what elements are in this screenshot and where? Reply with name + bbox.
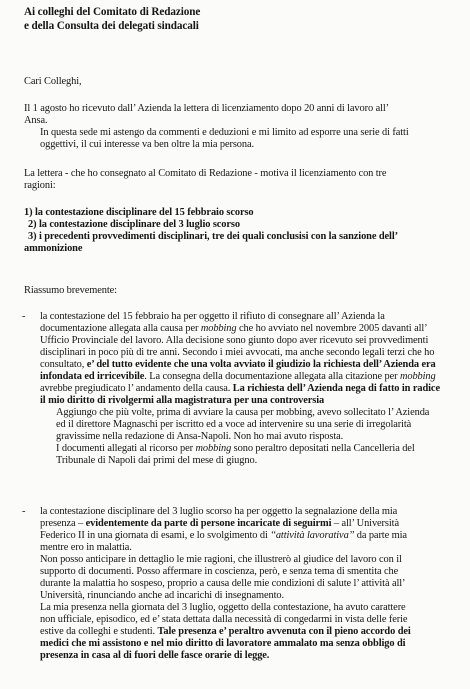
section2-line: Università, rinunciando anche ad incarichi di insegnamento. — [40, 590, 284, 601]
intro-line: In questa sede mi astengo da commenti e deduzioni e mi limito ad esporre una serie di fatti — [40, 127, 409, 138]
section1-line: consultato, e’ del tutto evidente che una volta avviato il giudizio la richiesta dell’ Azienda era — [40, 359, 436, 370]
reason-item-2: 2) la contestazione disciplinare del 3 luglio scorso — [28, 219, 240, 230]
recipient-line-2: e della Consulta dei delegati sindacali — [24, 20, 199, 32]
reason-item-1: 1) la contestazione disciplinare del 15 febbraio scorso — [24, 207, 254, 218]
section2-line: mentre ero in malattia. — [40, 542, 132, 553]
section2-line: la contestazione disciplinare del 3 luglio scorso ha per oggetto la segnalazione della mia — [40, 506, 398, 517]
section2-line: La mia presenza nella giornata del 3 luglio, oggetto della contestazione, ha avuto carattere — [40, 602, 406, 613]
bullet-dash: - — [22, 311, 26, 322]
reason-item-3: 3) i precedenti provvedimenti disciplinari, tre dei quali conclusisi con la sanzione dell’ — [28, 231, 398, 242]
section1-line: Ufficio Provinciale del lavoro. Alla decisione sono giunto dopo aver ricevuto sei provvedimenti — [40, 335, 429, 346]
intro-line: Il 1 agosto ho ricevuto dall’ Azienda la lettera di licenziamento dopo 20 anni di lavoro all’ — [24, 103, 390, 114]
section2-line: Non posso anticipare in dettaglio le mie ragioni, che illustrerò al giudice del lavoro con il — [40, 554, 402, 565]
section1-line: avrebbe pregiudicato l’ andamento della causa. La richiesta dell’ Azienda nega di fatto in radice — [40, 383, 440, 394]
section2-line: Federico II in una giornata di esami, e lo svolgimento di ‘‘attività lavorativa’’ da parte mia — [40, 530, 407, 541]
section1-line: Aggiungo che più volte, prima di avviare la causa per mobbing, avevo sollecitato l’ Azienda — [56, 407, 430, 418]
section2-line: non ufficiale, episodico, ed e’ stata dettata dalla necessità di congedarmi in vista delle ferie — [40, 614, 408, 625]
section2-line: estive da colleghi e studenti. Tale presenza e’ peraltro avvenuta con il pieno accordo dei — [40, 626, 411, 637]
intro-line: oggettivi, il cui interesse va ben oltre la mia persona. — [40, 139, 254, 150]
section1-line: gravissime nella redazione di Ansa-Napoli. Non ho mai avuto risposta. — [56, 431, 344, 442]
greeting: Cari Colleghi, — [24, 76, 82, 87]
section1-line: Tribunale di Napoli dai primi del mese di giugno. — [56, 455, 258, 466]
summary-heading: Riassumo brevemente: — [24, 285, 117, 296]
bullet-dash: - — [22, 506, 26, 517]
section1-line: il mio diritto di rivolgermi alla magistratura per una controversia — [40, 395, 325, 406]
letter-intro-line: ragioni: — [24, 180, 56, 191]
section2-line: medici che mi assistono e nel mio diritto di lavoratore ammalato ma senza obbligo di — [40, 638, 406, 649]
section1-line: ed il direttore Magnaschi per iscritto ed a voce ad intervenire su una serie di irregolarità — [56, 419, 412, 430]
section1-line: disciplinari in poco più di tre anni. Secondo i miei avvocati, ma anche secondo legali terzi che ho — [40, 347, 435, 358]
letter-intro-line: La lettera - che ho consegnato al Comitato di Redazione - motiva il licenziamento con tre — [24, 168, 387, 179]
intro-line: Ansa. — [24, 115, 48, 126]
section2-line: durante la malattia ho sospeso, proprio a causa delle mie condizioni di salute l’ attività all’ — [40, 578, 406, 589]
reason-item-3-cont: ammonizione — [24, 243, 83, 254]
section2-line: presenza in casa al di fuori delle fasce orarie di legge. — [40, 650, 270, 661]
recipient-line-1: Ai colleghi del Comitato di Redazione — [24, 6, 201, 18]
section1-line: I documenti allegati al ricorso per mobbing sono peraltro depositati nella Cancelleria del — [56, 443, 415, 454]
section2-line: presenza – evidentemente da parte di persone incaricate di seguirmi – all’ Università — [40, 518, 399, 529]
section1-line: documentazione allegata alla causa per mobbing che ho avviato nel novembre 2005 davanti all’ — [40, 323, 428, 334]
section1-line: infondata ed irricevibile. La consegna della documentazione allegata alla citazione per mobbing — [40, 371, 436, 382]
section1-line: la contestazione del 15 febbraio ha per oggetto il rifiuto di consegnare all’ Azienda la — [40, 311, 385, 322]
section2-line: supporto di documenti. Posso affermare in coscienza, però, e senza tema di smentita che — [40, 566, 399, 577]
